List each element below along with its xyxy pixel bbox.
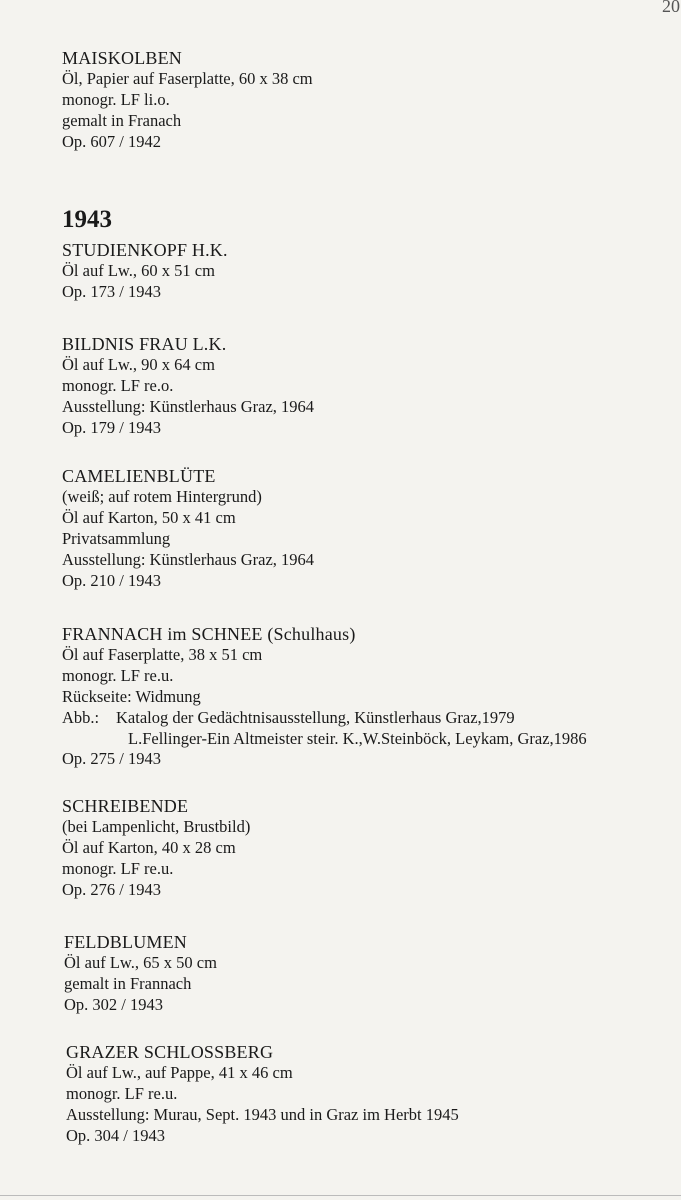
abbildung-line: L.Fellinger-Ein Altmeister steir. K.,W.Steinböck, Leykam, Graz,1986 xyxy=(128,728,587,748)
entry-line: monogr. LF re.u. xyxy=(62,665,174,685)
catalog-entry xyxy=(62,466,314,591)
entry-title: STUDIENKOPF H.K. xyxy=(62,240,228,260)
catalog-entry xyxy=(62,240,228,303)
entry-line: Ausstellung: Künstlerhaus Graz, 1964 xyxy=(62,549,315,569)
entry-title: FRANNACH im SCHNEE (Schulhaus) xyxy=(62,624,356,644)
entry-line: Ausstellung: Künstlerhaus Graz, 1964 xyxy=(62,396,315,416)
catalog-entry xyxy=(62,796,250,901)
entry-line: (weiß; auf rotem Hintergrund) xyxy=(62,486,262,506)
page-number: 20 xyxy=(662,0,680,16)
entry-line: Op. 275 / 1943 xyxy=(62,749,161,769)
entry-line: Op. 304 / 1943 xyxy=(66,1125,165,1145)
abbildung-list xyxy=(116,708,587,750)
entry-line: monogr. LF re.o. xyxy=(62,375,174,395)
entry-title: MAISKOLBEN xyxy=(62,48,183,68)
entry-line: Öl auf Lw., auf Pappe, 41 x 46 cm xyxy=(66,1062,293,1082)
entry-title: CAMELIENBLÜTE xyxy=(62,466,216,486)
catalog-entry xyxy=(66,1042,459,1147)
catalog-entry xyxy=(62,624,587,770)
entry-line: monogr. LF re.u. xyxy=(62,858,174,878)
entry-line: (bei Lampenlicht, Brustbild) xyxy=(62,816,251,836)
entry-line: monogr. LF re.u. xyxy=(66,1083,178,1103)
catalog-entry xyxy=(62,334,314,439)
entry-line: Öl auf Karton, 50 x 41 cm xyxy=(62,507,236,527)
entry-title: SCHREIBENDE xyxy=(62,796,189,816)
entry-title: FELDBLUMEN xyxy=(64,932,187,952)
entry-line: Privatsammlung xyxy=(62,528,171,548)
entry-title: BILDNIS FRAU L.K. xyxy=(62,334,227,354)
page-edge-line xyxy=(0,1195,681,1196)
catalog-entry-maiskolben xyxy=(62,48,313,153)
entry-line: Öl auf Lw., 65 x 50 cm xyxy=(64,952,217,972)
entry-line: Op. 210 / 1943 xyxy=(62,570,161,590)
catalog-entry xyxy=(64,932,217,1016)
entry-line: Op. 302 / 1943 xyxy=(64,994,163,1014)
entry-line: Op. 276 / 1943 xyxy=(62,879,161,899)
year-heading: 1943 xyxy=(62,206,112,233)
entry-line: Öl, Papier auf Faserplatte, 60 x 38 cm xyxy=(62,68,313,88)
entry-line: Op. 173 / 1943 xyxy=(62,281,161,301)
abbildung-label: Abb.: xyxy=(62,707,100,727)
entry-line: Öl auf Lw., 60 x 51 cm xyxy=(62,260,215,280)
entry-line: Rückseite: Widmung xyxy=(62,686,201,706)
entry-line: gemalt in Franach xyxy=(62,110,182,130)
entry-line: monogr. LF li.o. xyxy=(62,89,170,109)
entry-line: Op. 179 / 1943 xyxy=(62,417,161,437)
abbildung-line: Katalog der Gedächtnisausstellung, Künstlerhaus Graz,1979 xyxy=(116,707,515,727)
entry-line: gemalt in Frannach xyxy=(64,973,192,993)
entry-line: Op. 607 / 1942 xyxy=(62,131,161,151)
entry-line: Öl auf Faserplatte, 38 x 51 cm xyxy=(62,644,263,664)
entry-line: Öl auf Karton, 40 x 28 cm xyxy=(62,837,236,857)
entry-line: Ausstellung: Murau, Sept. 1943 und in Graz im Herbt 1945 xyxy=(66,1104,459,1124)
entry-title: GRAZER SCHLOSSBERG xyxy=(66,1042,274,1062)
abbildung-row xyxy=(62,708,587,750)
entry-line: Öl auf Lw., 90 x 64 cm xyxy=(62,354,215,374)
